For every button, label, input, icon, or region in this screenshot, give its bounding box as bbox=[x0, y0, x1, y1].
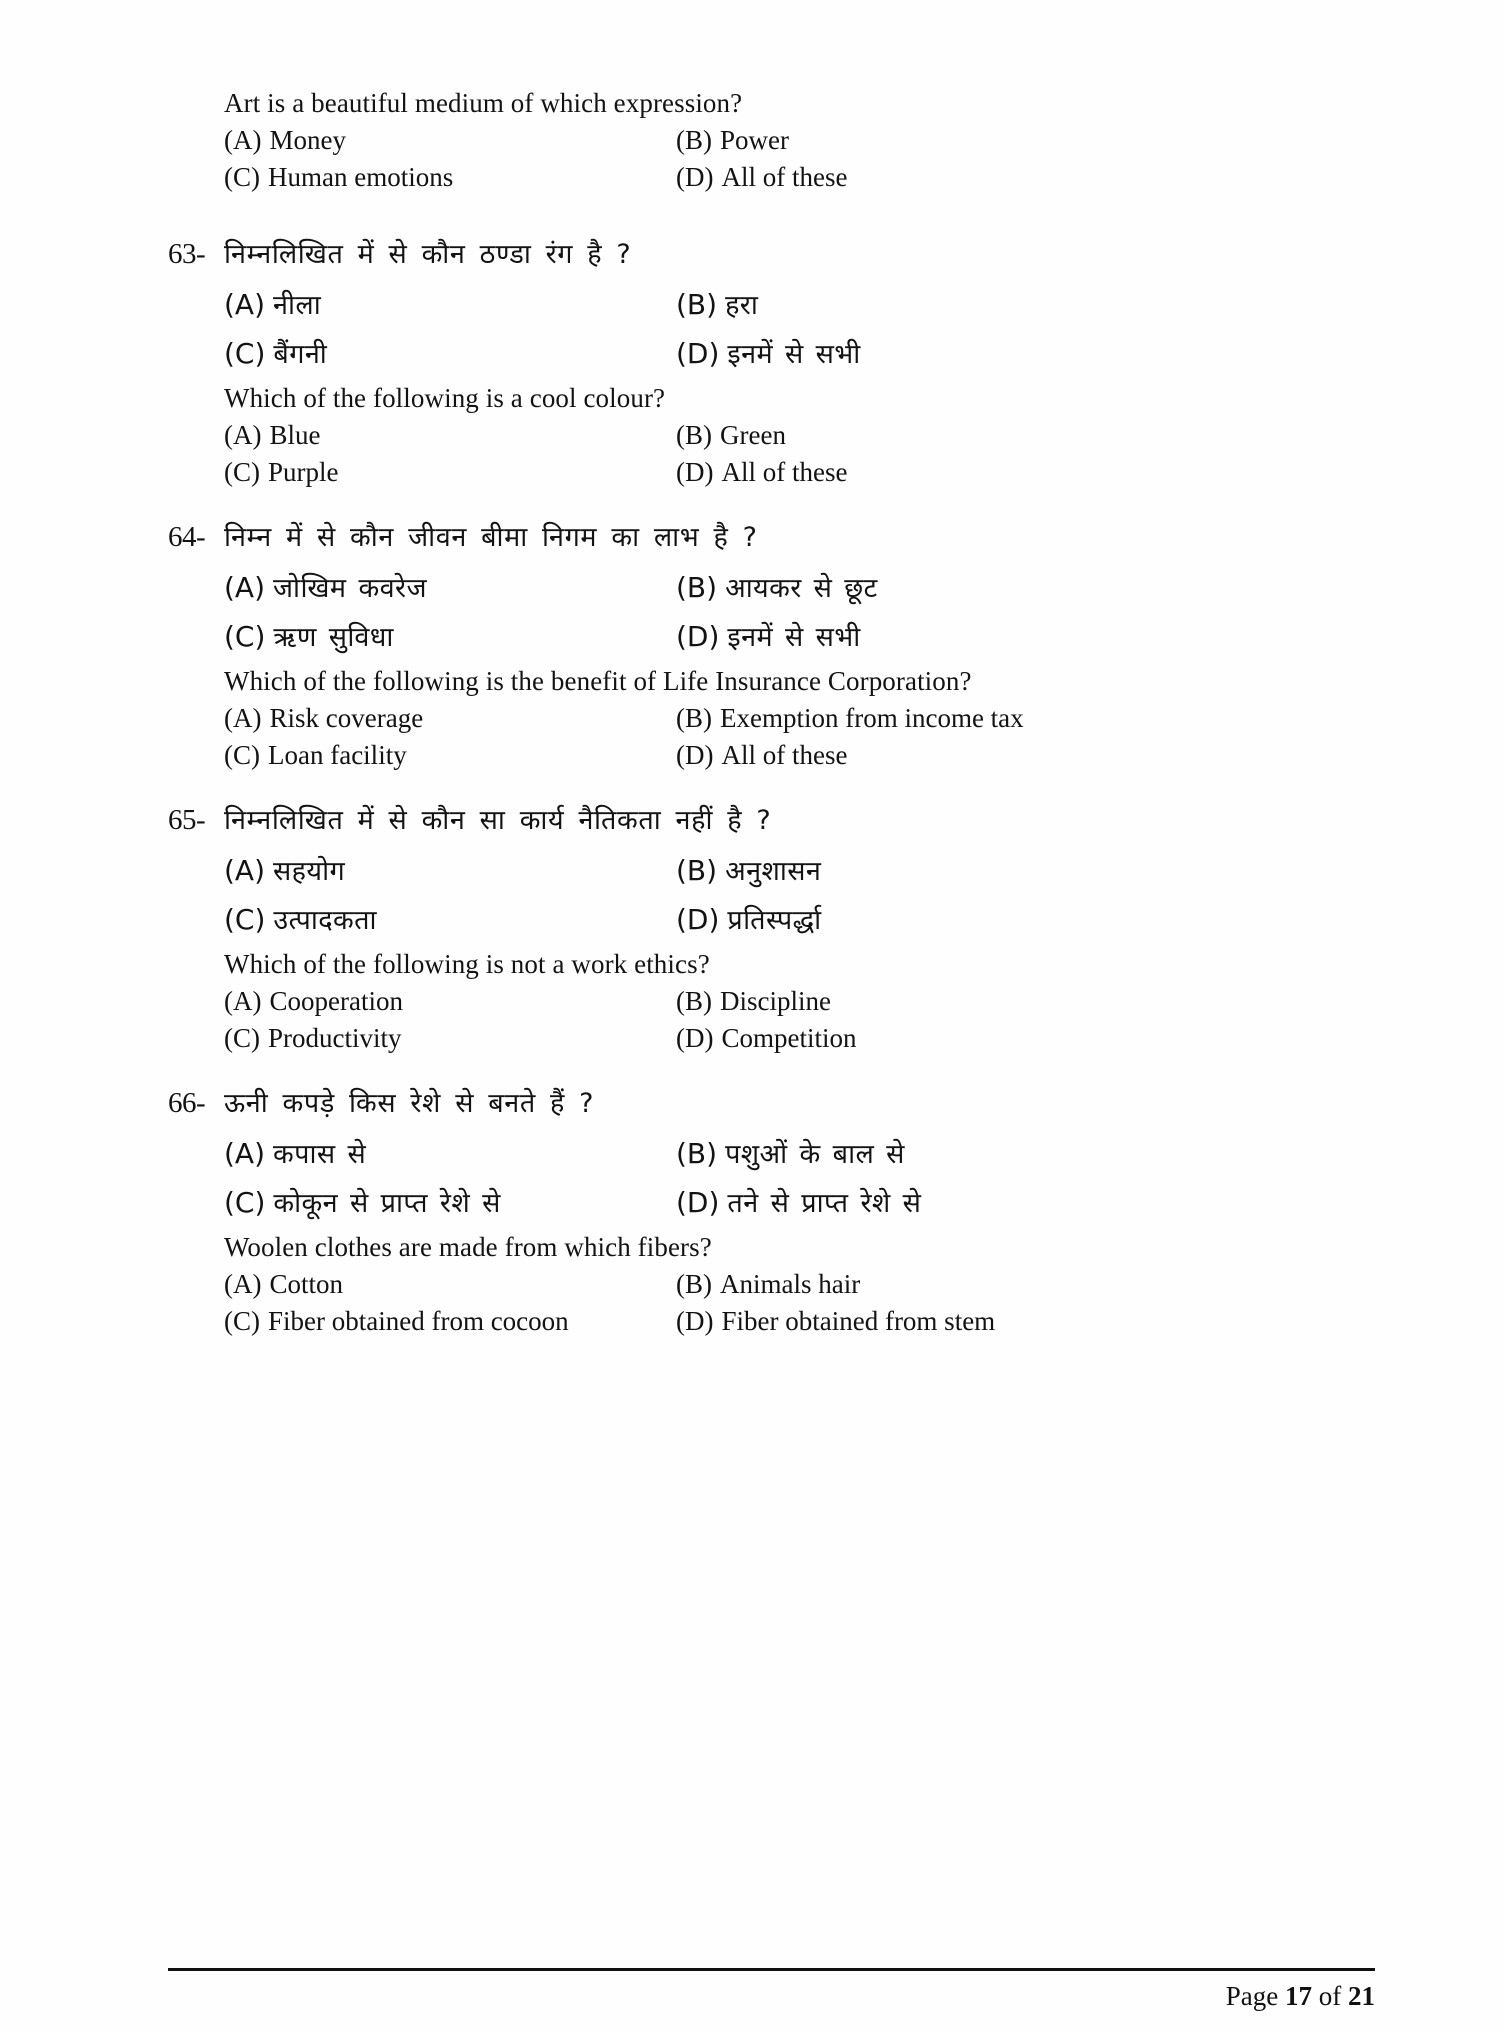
option-label: (D) bbox=[676, 1186, 720, 1220]
option-a[interactable] bbox=[224, 285, 676, 322]
option-label: (B) bbox=[676, 1269, 712, 1300]
option-text: Blue bbox=[269, 420, 321, 451]
question-list bbox=[168, 88, 1308, 1347]
option-text: Fiber obtained from stem bbox=[721, 1306, 996, 1337]
question-number: 66- bbox=[168, 1087, 206, 1120]
option-text: All of these bbox=[721, 457, 848, 488]
option-row bbox=[224, 334, 1308, 371]
option-text: Purple bbox=[268, 457, 339, 488]
option-label: (A) bbox=[224, 1137, 266, 1171]
question-65-hindi-options bbox=[224, 851, 1308, 937]
option-d[interactable] bbox=[676, 900, 1216, 937]
question-block-64 bbox=[168, 516, 1308, 771]
option-b[interactable] bbox=[676, 125, 1216, 156]
option-label: (B) bbox=[676, 420, 712, 451]
option-row bbox=[224, 617, 1308, 654]
option-text: Productivity bbox=[268, 1023, 402, 1054]
option-b[interactable] bbox=[676, 1269, 1216, 1300]
question-63-heading bbox=[168, 233, 1308, 275]
option-a[interactable] bbox=[224, 1269, 676, 1300]
option-text: इनमें से सभी bbox=[727, 622, 861, 654]
option-label: (B) bbox=[676, 288, 718, 322]
option-label: (D) bbox=[676, 1306, 714, 1337]
option-text: हरा bbox=[725, 290, 759, 322]
page-indicator bbox=[168, 1971, 1375, 2012]
question-number: 64- bbox=[168, 521, 206, 554]
option-d[interactable] bbox=[676, 1023, 1216, 1054]
option-text: Power bbox=[720, 125, 789, 155]
option-text: Fiber obtained from cocoon bbox=[268, 1306, 569, 1337]
option-c[interactable] bbox=[224, 1306, 676, 1337]
question-63-english-options bbox=[224, 420, 1308, 488]
option-row bbox=[224, 162, 1308, 193]
spacer bbox=[168, 1064, 1308, 1082]
question-66-heading bbox=[168, 1082, 1308, 1124]
option-a[interactable] bbox=[224, 125, 676, 156]
option-label: (C) bbox=[224, 162, 260, 192]
spacer bbox=[168, 203, 1308, 233]
question-63-hindi-options bbox=[224, 285, 1308, 371]
option-text: Risk coverage bbox=[269, 703, 424, 734]
question-hindi-stem: निम्न में से कौन जीवन बीमा निगम का लाभ है ? bbox=[224, 522, 758, 554]
question-65-english-stem: Which of the following is not a work ethics? bbox=[224, 949, 710, 980]
option-d[interactable] bbox=[676, 334, 1216, 371]
option-b[interactable] bbox=[676, 851, 1216, 888]
option-b[interactable] bbox=[676, 420, 1216, 451]
option-text: आयकर से छूट bbox=[725, 573, 878, 605]
option-a[interactable] bbox=[224, 986, 676, 1017]
option-c[interactable] bbox=[224, 1183, 676, 1220]
option-row bbox=[224, 125, 1308, 156]
page-total: 21 bbox=[1348, 1981, 1375, 2011]
option-row bbox=[224, 285, 1308, 322]
option-c[interactable] bbox=[224, 457, 676, 488]
spacer bbox=[168, 498, 1308, 516]
question-number: 63- bbox=[168, 238, 206, 270]
option-d[interactable] bbox=[676, 1183, 1216, 1220]
spacer bbox=[168, 781, 1308, 799]
option-label: (A) bbox=[224, 703, 262, 734]
option-d[interactable] bbox=[676, 617, 1216, 654]
option-text: Animals hair bbox=[720, 1269, 861, 1300]
option-label: (B) bbox=[676, 1137, 718, 1171]
question-66-english-options bbox=[224, 1269, 1308, 1337]
option-c[interactable] bbox=[224, 1023, 676, 1054]
option-row bbox=[224, 1183, 1308, 1220]
option-label: (C) bbox=[224, 1186, 266, 1220]
option-c[interactable] bbox=[224, 334, 676, 371]
option-a[interactable] bbox=[224, 703, 676, 734]
question-64-heading bbox=[168, 516, 1308, 558]
option-text: Exemption from income tax bbox=[720, 703, 1024, 734]
option-text: उत्पादकता bbox=[273, 905, 377, 937]
option-row bbox=[224, 1269, 1308, 1300]
option-a[interactable] bbox=[224, 851, 676, 888]
page-number: 17 bbox=[1285, 1981, 1312, 2011]
question-62-english-stem: Art is a beautiful medium of which expression? bbox=[224, 88, 743, 118]
option-a[interactable] bbox=[224, 420, 676, 451]
option-label: (C) bbox=[224, 1306, 260, 1337]
option-row bbox=[224, 740, 1308, 771]
question-block-66 bbox=[168, 1082, 1308, 1337]
option-text: All of these bbox=[721, 740, 848, 771]
question-hindi-stem: निम्नलिखित में से कौन ठण्डा रंग है ? bbox=[224, 239, 632, 270]
option-label: (A) bbox=[224, 420, 262, 451]
option-text: तने से प्राप्त रेशे से bbox=[727, 1188, 922, 1220]
option-label: (D) bbox=[676, 457, 714, 488]
option-c[interactable] bbox=[224, 740, 676, 771]
option-text: कोकून से प्राप्त रेशे से bbox=[273, 1188, 501, 1220]
option-label: (A) bbox=[224, 854, 266, 888]
option-text: Cotton bbox=[269, 1269, 343, 1300]
option-label: (A) bbox=[224, 986, 262, 1017]
option-label: (B) bbox=[676, 854, 718, 888]
option-b[interactable] bbox=[676, 1134, 1216, 1171]
question-64-hindi-options bbox=[224, 568, 1308, 654]
option-row bbox=[224, 568, 1308, 605]
option-text: Competition bbox=[721, 1023, 857, 1054]
option-text: प्रतिस्पर्द्धा bbox=[727, 905, 822, 937]
option-a[interactable] bbox=[224, 568, 676, 605]
option-row bbox=[224, 851, 1308, 888]
question-block-62-tail bbox=[168, 88, 1308, 193]
option-label: (B) bbox=[676, 703, 712, 734]
option-a[interactable] bbox=[224, 1134, 676, 1171]
question-hindi-stem: निम्नलिखित में से कौन सा कार्य नैतिकता नहीं है ? bbox=[224, 805, 772, 837]
option-label: (A) bbox=[224, 125, 262, 155]
question-65-english-options bbox=[224, 986, 1308, 1054]
question-66-hindi-options bbox=[224, 1134, 1308, 1220]
question-63-english-stem: Which of the following is a cool colour? bbox=[224, 383, 666, 414]
option-label: (D) bbox=[676, 162, 714, 192]
option-row bbox=[224, 1134, 1308, 1171]
option-label: (D) bbox=[676, 620, 720, 654]
option-text: कपास से bbox=[273, 1139, 367, 1171]
option-label: (A) bbox=[224, 571, 266, 605]
option-label: (C) bbox=[224, 1023, 260, 1054]
page-of-label: of bbox=[1318, 1981, 1342, 2011]
option-row bbox=[224, 420, 1308, 451]
question-block-63 bbox=[168, 233, 1308, 488]
question-62-english-options bbox=[224, 125, 1308, 193]
option-text: पशुओं के बाल से bbox=[725, 1139, 905, 1171]
option-b[interactable] bbox=[676, 568, 1216, 605]
option-c[interactable] bbox=[224, 900, 676, 937]
option-text: Loan facility bbox=[268, 740, 407, 771]
option-text: Cooperation bbox=[269, 986, 403, 1017]
option-row bbox=[224, 1023, 1308, 1054]
option-text: जोखिम कवरेज bbox=[273, 573, 427, 605]
option-row bbox=[224, 457, 1308, 488]
option-text: अनुशासन bbox=[725, 856, 822, 888]
question-number: 65- bbox=[168, 804, 206, 837]
question-66-english-stem: Woolen clothes are made from which fibers? bbox=[224, 1232, 712, 1263]
option-text: Discipline bbox=[720, 986, 831, 1017]
option-label: (B) bbox=[676, 571, 718, 605]
option-d[interactable] bbox=[676, 162, 1216, 193]
question-64-english-stem: Which of the following is the benefit of Life Insurance Corporation? bbox=[224, 666, 972, 697]
option-c[interactable] bbox=[224, 617, 676, 654]
question-64-english-options bbox=[224, 703, 1308, 771]
question-hindi-stem: ऊनी कपड़े किस रेशे से बनते हैं ? bbox=[224, 1088, 595, 1120]
option-row bbox=[224, 703, 1308, 734]
option-text: Human emotions bbox=[268, 162, 454, 192]
option-text: Money bbox=[269, 125, 346, 155]
option-label: (A) bbox=[224, 288, 266, 322]
option-c[interactable] bbox=[224, 162, 676, 193]
option-label: (B) bbox=[676, 986, 712, 1017]
question-block-65 bbox=[168, 799, 1308, 1054]
page-footer bbox=[168, 1968, 1375, 2012]
option-label: (D) bbox=[676, 1023, 714, 1054]
option-row bbox=[224, 900, 1308, 937]
question-65-heading bbox=[168, 799, 1308, 841]
option-label: (D) bbox=[676, 740, 714, 771]
option-label: (C) bbox=[224, 337, 266, 371]
option-row bbox=[224, 1306, 1308, 1337]
option-text: सहयोग bbox=[273, 856, 346, 888]
option-label: (C) bbox=[224, 740, 260, 771]
option-label: (A) bbox=[224, 1269, 262, 1300]
option-text: बैंगनी bbox=[273, 339, 328, 371]
option-text: All of these bbox=[721, 162, 848, 192]
option-label: (D) bbox=[676, 903, 720, 937]
option-text: Green bbox=[720, 420, 786, 451]
option-row bbox=[224, 986, 1308, 1017]
option-b[interactable] bbox=[676, 986, 1216, 1017]
option-label: (C) bbox=[224, 620, 266, 654]
option-label: (B) bbox=[676, 125, 712, 155]
option-d[interactable] bbox=[676, 457, 1216, 488]
option-b[interactable] bbox=[676, 285, 1216, 322]
option-label: (D) bbox=[676, 337, 720, 371]
option-text: इनमें से सभी bbox=[727, 339, 861, 371]
option-d[interactable] bbox=[676, 1306, 1216, 1337]
option-d[interactable] bbox=[676, 740, 1216, 771]
option-label: (C) bbox=[224, 903, 266, 937]
page-label: Page bbox=[1225, 1981, 1279, 2011]
option-b[interactable] bbox=[676, 703, 1216, 734]
option-text: नीला bbox=[273, 290, 322, 322]
option-text: ऋण सुविधा bbox=[273, 622, 394, 654]
option-label: (C) bbox=[224, 457, 260, 488]
